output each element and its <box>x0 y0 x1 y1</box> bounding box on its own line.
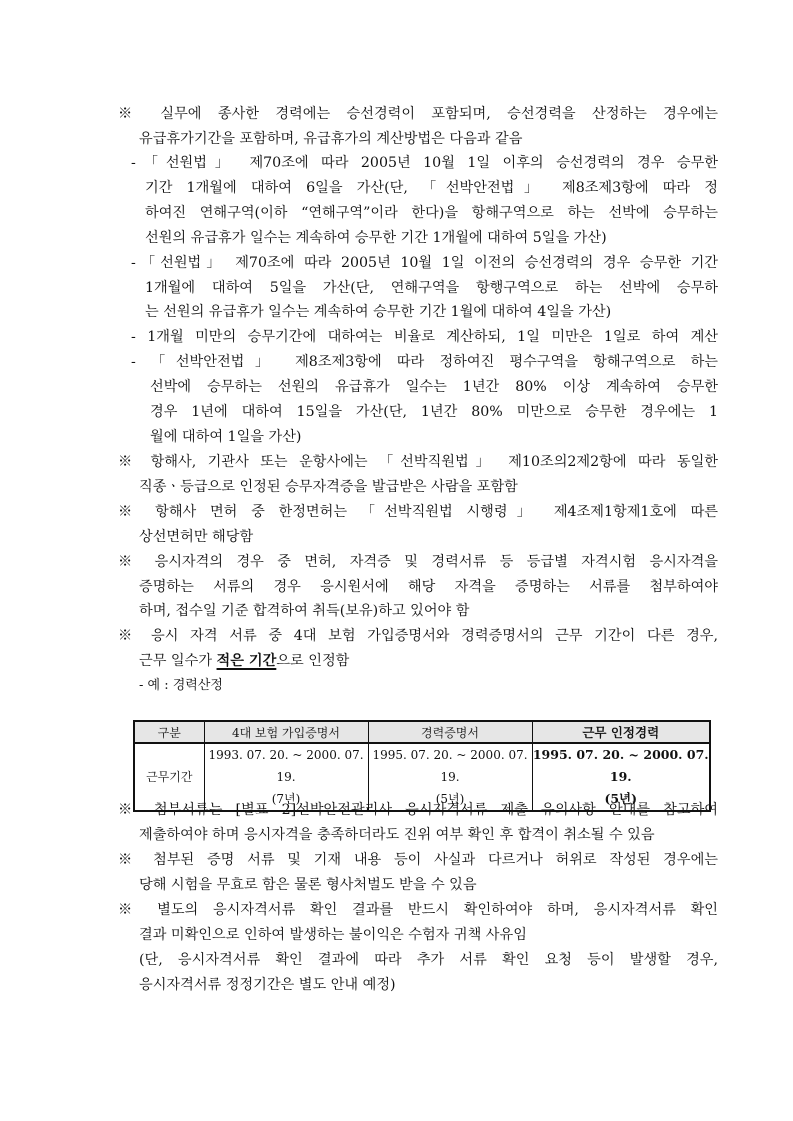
note-5-line-2-post: 으로 인정함 <box>276 653 350 669</box>
dash-1-line-1: -「선원법」 제70조에 따라 2005년 10월 1일 이후의 승선경력의 경우 승무한 <box>131 155 718 171</box>
header-insurance-certificate: 4대 보험 가입증명서 <box>204 721 368 743</box>
dash-2-line-2: 1개월에 대하여 5일을 가산(단, 연해구역을 항행구역으로 하는 선박에 승무하 <box>145 280 718 296</box>
dash-4-line-2: 선박에 승무하는 선원의 유급휴가 일수는 1년간 80% 이상 계속하여 승무한 <box>150 379 718 395</box>
note-8-line-4: 응시자격서류 정정기간은 별도 안내 예정) <box>139 977 396 993</box>
header-category: 구분 <box>134 721 204 743</box>
table-header-row <box>134 721 710 743</box>
career-years: (5년) <box>435 792 465 806</box>
dash-4-line-3: 경우 1년에 대하여 15일을 가산(단, 1년간 80% 미만으로 승무한 경우에는 1 <box>150 404 718 420</box>
note-7-line-1: ※ 첨부된 증명 서류 및 기재 내용 등이 사실과 다르거나 허위로 작성된 경우에는 <box>118 852 718 868</box>
dash-2-line-1: -「선원법」 제70조에 따라 2005년 10월 1일 이전의 승선경력의 경우 승무한 기간 <box>131 255 718 271</box>
note-1-line-2: 유급휴가기간을 포함하며, 유급휴가의 계산방법은 다음과 같음 <box>139 131 523 147</box>
header-recognized-career: 근무 인정경력 <box>532 721 710 743</box>
dash-1-line-3: 하여진 연해구역(이하 “연해구역”이라 한다)을 항해구역으로 하는 선박에 승무하는 <box>145 205 718 221</box>
note-8-line-2: 결과 미확인으로 인하여 발생하는 불이익은 수험자 귀책 사유임 <box>139 927 527 943</box>
row-label: 근무기간 <box>134 743 204 811</box>
dash-3-line-1: - 1개월 미만의 승무기간에 대하여는 비율로 계산하되, 1일 미만은 1일로 하여 계산 <box>131 329 718 345</box>
header-career-certificate: 경력증명서 <box>368 721 532 743</box>
note-1-line-1: ※ 실무에 종사한 경력에는 승선경력이 포함되며, 승선경력을 산정하는 경우에는 <box>118 106 718 122</box>
note-5-line-2 <box>139 651 349 671</box>
insurance-period: 1993. 07. 20. ~ 2000. 07. 19. <box>208 748 364 784</box>
dash-1-line-4: 선원의 유급휴가 일수는 계속하여 승무한 기간 1개월에 대하여 5일을 가산) <box>145 230 607 246</box>
recognized-years: (5년) <box>604 791 638 806</box>
recognized-period: 1995. 07. 20. ~ 2000. 07. 19. <box>532 747 709 784</box>
note-4-line-3: 하며, 접수일 기준 합격하여 취득(보유)하고 있어야 함 <box>139 603 470 619</box>
dash-4-line-4: 월에 대하여 1일을 가산) <box>150 429 302 445</box>
career-calculation-table <box>133 720 711 812</box>
dash-4-line-1: - 「선박안전법」 제8조제3항에 따라 정하여진 평수구역을 항해구역으로 하는 <box>131 354 718 370</box>
note-5-line-2-pre: 근무 일수가 <box>139 653 217 669</box>
note-2-line-2: 직종ㆍ등급으로 인정된 승무자격증을 발급받은 사람을 포함함 <box>139 479 518 495</box>
note-8-line-1: ※ 별도의 응시자격서류 확인 결과를 반드시 확인하여야 하며, 응시자격서류 확인 <box>118 902 718 918</box>
note-4-line-1: ※ 응시자격의 경우 중 면허, 자격증 및 경력서류 등 등급별 자격시험 응시자격을 <box>118 554 718 570</box>
note-3-line-2: 상선면허만 해당함 <box>139 529 254 545</box>
career-period: 1995. 07. 20. ~ 2000. 07. 19. <box>372 748 528 784</box>
insurance-years: (7년) <box>271 792 301 806</box>
note-5-line-1: ※ 응시 자격 서류 중 4대 보험 가입증명서와 경력증명서의 근무 기간이 다른 경우, <box>118 628 718 644</box>
dash-1-line-2: 기간 1개월에 대하여 6일을 가산(단, 「선박안전법」 제8조제3항에 따라 정 <box>145 180 718 196</box>
note-7-line-2: 당해 시험을 무효로 함은 물론 형사처벌도 받을 수 있음 <box>139 877 477 893</box>
dash-2-line-3: 는 선원의 유급휴가 일수는 계속하여 승무한 기간 1월에 대하여 4일을 가산) <box>145 304 612 320</box>
note-6-line-2: 제출하여야 하며 응시자격을 충족하더라도 진위 여부 확인 후 합격이 취소될 수 있음 <box>139 827 655 843</box>
note-6-line-1: ※ 첨부서류는 [별표 2]선박안전관리사 응시자격서류 제출 유의사항 안내를 참고하여 <box>118 802 718 818</box>
note-2-line-1: ※ 항해사, 기관사 또는 운항사에는 「선박직원법」 제10조의2제2항에 따라 동일한 <box>118 454 718 470</box>
example-label: - 예 : 경력산정 <box>139 678 223 693</box>
shorter-period-emphasis: 적은 기간 <box>216 653 277 669</box>
note-3-line-1: ※ 항해사 면허 중 한정면허는 「선박직원법 시행령」 제4조제1항제1호에 따른 <box>118 504 718 520</box>
note-8-line-3: (단, 응시자격서류 확인 결과에 따라 추가 서류 확인 요청 등이 발생할 경우, <box>139 952 718 968</box>
note-4-line-2: 증명하는 서류의 경우 응시원서에 해당 자격을 증명하는 서류를 첨부하여야 <box>139 579 718 595</box>
